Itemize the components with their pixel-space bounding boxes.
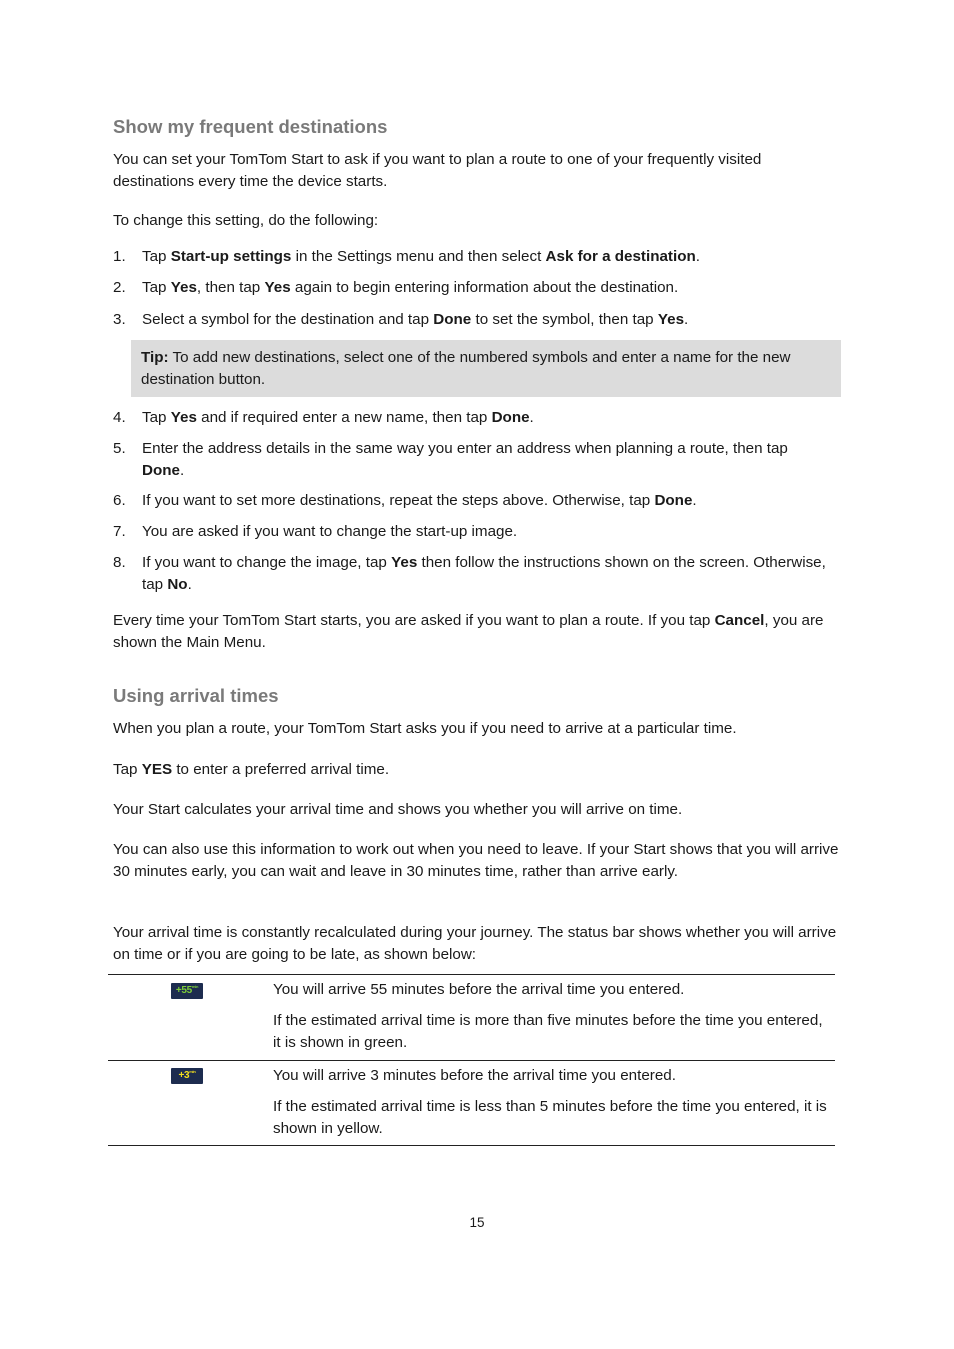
arrival-badge-icon: $+3^{min}$ bbox=[171, 1068, 203, 1084]
intro-paragraph: You can set your TomTom Start to ask if you want to plan a route to one of your frequently visited destinations every time the device starts. bbox=[113, 151, 762, 190]
table-top-rule bbox=[108, 974, 835, 975]
table-cell-line: If the estimated arrival time is more than five minutes before the time you entered, it is shown in green. bbox=[273, 1012, 823, 1051]
arrival-badge-icon: $+55^{min}$ bbox=[171, 983, 203, 999]
step-text: If you want to change the image, tap Yes then follow the instructions shown on the screen. Otherwise, tap No. bbox=[142, 554, 826, 593]
step-number: 6. bbox=[113, 492, 126, 509]
step-text: You are asked if you want to change the start-up image. bbox=[142, 523, 518, 540]
outro-paragraph: Every time your TomTom Start starts, you are asked if you want to plan a route. If you tap Cancel, you are shown the Main Menu. bbox=[113, 612, 824, 651]
table-row-rule bbox=[108, 1060, 835, 1061]
page-number: 15 bbox=[469, 1215, 485, 1230]
table-cell-line: You will arrive 3 minutes before the arrival time you entered. bbox=[273, 1067, 676, 1084]
step-number: 5. bbox=[113, 440, 126, 457]
arrival-paragraph-2: Tap YES to enter a preferred arrival time. bbox=[113, 761, 390, 778]
table-bottom-rule bbox=[108, 1145, 835, 1146]
tip-label: Tip: bbox=[141, 349, 169, 366]
step-text: Enter the address details in the same way you enter an address when planning a route, then tap Done. bbox=[142, 440, 788, 479]
step-number: 7. bbox=[113, 523, 126, 540]
step-text: Tap Start-up settings in the Settings menu and then select Ask for a destination. bbox=[142, 248, 700, 265]
step-text: Tap Yes, then tap Yes again to begin entering information about the destination. bbox=[142, 279, 679, 296]
lead-paragraph: To change this setting, do the following: bbox=[113, 212, 379, 229]
step-number: 3. bbox=[113, 311, 126, 328]
table-cell-line: You will arrive 55 minutes before the arrival time you entered. bbox=[273, 981, 685, 998]
section-heading-arrival-times: Using arrival times bbox=[113, 685, 279, 706]
table-cell-line: If the estimated arrival time is less than 5 minutes before the time you entered, it is shown in yellow. bbox=[273, 1098, 827, 1137]
arrival-paragraph-5: Your arrival time is constantly recalculated during your journey. The status bar shows whether you will arrive on time or if you are going to be late, as shown below: bbox=[113, 924, 837, 963]
tip-box bbox=[131, 340, 841, 397]
section-heading-frequent-destinations: Show my frequent destinations bbox=[113, 116, 388, 137]
step-number: 2. bbox=[113, 279, 126, 296]
step-number: 4. bbox=[113, 409, 126, 426]
arrival-paragraph-1: When you plan a route, your TomTom Start asks you if you need to arrive at a particular time. bbox=[113, 720, 737, 737]
step-text: If you want to set more destinations, repeat the steps above. Otherwise, tap Done. bbox=[142, 492, 697, 509]
step-number: 1. bbox=[113, 248, 126, 265]
arrival-paragraph-3: Your Start calculates your arrival time and shows you whether you will arrive on time. bbox=[113, 801, 683, 818]
tip-text: To add new destinations, select one of the numbered symbols and enter a name for the new destination button. bbox=[141, 349, 791, 388]
step-text: Select a symbol for the destination and tap Done to set the symbol, then tap Yes. bbox=[142, 311, 689, 328]
step-number: 8. bbox=[113, 554, 126, 571]
arrival-paragraph-4: You can also use this information to work out when you need to leave. If your Start shows that you will arrive 30 minutes early, you can wait and leave in 30 minutes time, rather than arrive early. bbox=[113, 841, 839, 880]
step-text: Tap Yes and if required enter a new name, then tap Done. bbox=[142, 409, 534, 426]
